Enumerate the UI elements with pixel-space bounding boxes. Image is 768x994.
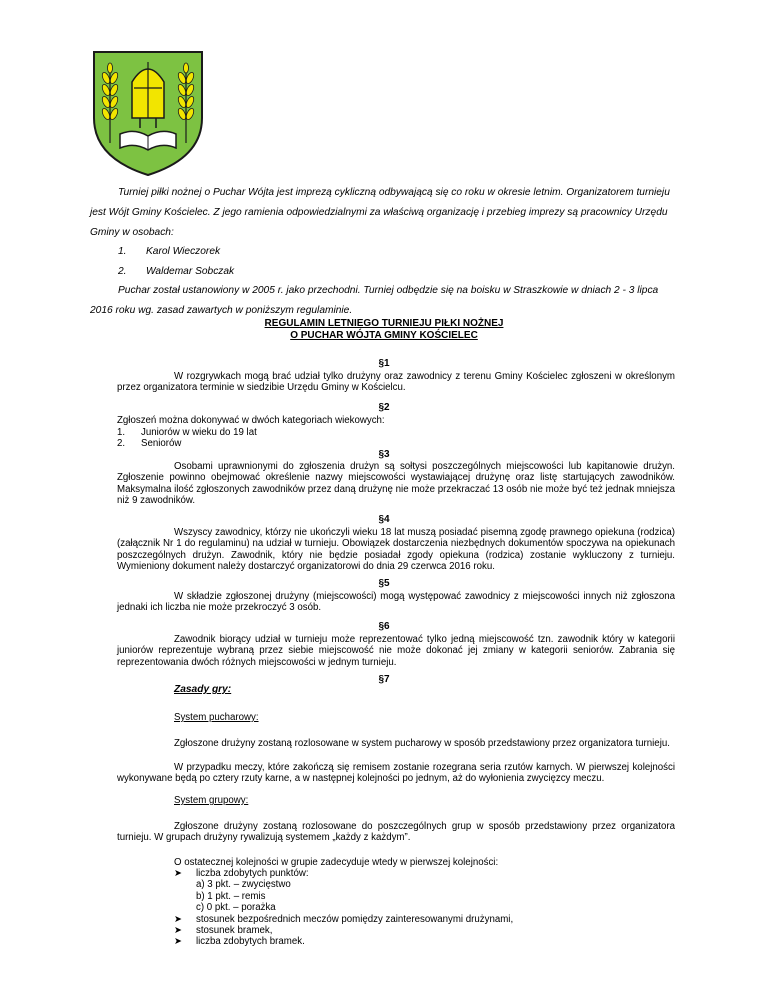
group-system-paragraph-1: Zgłoszone drużyny zostaną rozlosowane do poszczególnych grup w sposób przedstawiony przez organizatora turnieju. W grupach drużyny rywalizują systemem „każdy z każdym”. — [117, 821, 675, 844]
list-item: 2. Waldemar Sobczak — [118, 265, 235, 277]
section-5-symbol: §5 — [378, 578, 390, 589]
intro-paragraph — [90, 183, 680, 243]
intro-paragraph-text: Turniej piłki nożnej o Puchar Wójta jest imprezą cykliczną odbywającą się co roku w okresie letnim. Organizatorem turnieju jest Wójt Gminy Kościelec. Z jego ramienia odpowiedzialnymi za właściwą organizację i przebieg imprezy są pracownicy Urzędu Gminy w osobach: — [90, 187, 670, 238]
intro-people-list — [90, 242, 234, 281]
list-item: b) 1 pkt. – remis — [196, 890, 266, 902]
intro-block — [90, 183, 680, 243]
regulations-title — [0, 318, 768, 342]
cup-system-paragraph-1: Zgłoszone drużyny zostaną rozlosowane w system pucharowy w sposób przedstawiony przez organizatora turnieju. — [174, 738, 670, 749]
arrow-bullet-icon: ➤ — [174, 925, 183, 937]
section-2-text: Zgłoszeń można dokonywać w dwóch kategoriach wiekowych: — [117, 415, 385, 426]
age-category-list — [117, 427, 257, 450]
cup-system-paragraph-2: W przypadku meczy, które zakończą się remisem zostanie rozegrana seria rzutów karnych. W pierwszej kolejności wykonywane będą po cztery rzuty karne, a w następnej kolejności po jednym, aż do wyłonienia zwycięzcy meczu. — [117, 762, 675, 785]
arrow-bullet-icon: ➤ — [174, 868, 183, 879]
intro-paragraph-2: Puchar został ustanowiony w 2005 r. jako przechodni. Turniej odbędzie się na boisku w Straszkowie w dniach 2 - 3 lipca 2016 roku wg. zasad zawartych w poniższym regulaminie. — [90, 285, 659, 316]
list-item: ➤ stosunek bezpośrednich meczów pomiędzy zainteresowanymi drużynami, — [174, 913, 514, 925]
list-item: c) 0 pkt. – porażka — [196, 902, 276, 914]
list-item: ➤ liczba zdobytych punktów: — [174, 868, 309, 879]
section-1-symbol: §1 — [378, 358, 390, 369]
arrow-bullet-icon: ➤ — [174, 936, 183, 948]
arrow-bullet-icon: ➤ — [174, 913, 183, 925]
section-7-symbol: §7 — [378, 674, 390, 685]
section-2-symbol: §2 — [378, 402, 390, 413]
group-system-paragraph-2: O ostatecznej kolejności w grupie zadecyduje wtedy w pierwszej kolejności: — [174, 857, 499, 868]
section-3-text: Osobami uprawnionymi do zgłoszenia drużyn są sołtysi poszczególnych miejscowości lub kapitanowie drużyn. Zgłoszenie powinno obejmować określenie nazwy miejscowości wystawiającej drużynę oraz listę startujących zawodników. Maksymalna ilość zgłoszonych zawodników przez daną drużynę nie może przekraczać 13 osób nie może być też jednak mniejsza niż 9 zawodników. — [117, 461, 675, 507]
coat-of-arms-icon — [90, 48, 206, 178]
list-item: ➤ liczba zdobytych bramek. — [174, 936, 305, 948]
list-item: a) 3 pkt. – zwycięstwo — [196, 879, 291, 891]
section-6-symbol: §6 — [378, 621, 390, 632]
points-sublist — [174, 879, 513, 913]
list-item: 1. Juniorów w wieku do 19 lat — [117, 427, 257, 438]
section-6-text: Zawodnik biorący udział w turnieju może reprezentować tylko jedną miejscowość tzn. zawodnik który w kategorii juniorów reprezentuje wybraną przez siebie miejscowość nie może dokonać jej zmiany w kategorii seniorów. Zabrania się reprezentowania dwóch różnych miejscowości w jednym turnieju. — [117, 634, 675, 668]
game-rules-heading: Zasady gry: — [174, 684, 232, 695]
title-line-1: REGULAMIN LETNIEGO TURNIEJU PIŁKI NOŻNEJ — [264, 318, 504, 329]
section-4-text: Wszyscy zawodnicy, którzy nie ukończyli wieku 18 lat muszą posiadać pisemną zgodę prawnego opiekuna (rodzica) (załącznik Nr 1 do regulaminu) na udział w turnieju. Obowiązek dostarczenia niezbędnych dokumentów spoczywa na opiekunach poszczególnych drużyn. Zawodnik, który nie będzie posiadał zgody opiekuna (rodzica) zostanie wykluczony z turnieju. Wymieniony dokument należy dostarczyć organizatorowi do dnia 29 czerwca 2016 roku. — [117, 527, 675, 573]
cup-system-heading: System pucharowy: — [174, 712, 259, 723]
section-5-text: W składzie zgłoszonej drużyny (miejscowości) mogą występować zawodnicy z miejscowości innych niż zgłoszona jednaki ich liczba nie może przekroczyć 3 osób. — [117, 591, 675, 614]
list-item: 1. Karol Wieczorek — [118, 246, 221, 257]
section-1-text: W rozgrywkach mogą brać udział tylko drużyny oraz zawodnicy z terenu Gminy Kościelec zgłoszeni w określonym przez organizatora terminie w siedzibie Urzędu Gminy w Kościelcu. — [117, 371, 675, 394]
ranking-criteria-list — [174, 868, 513, 948]
title-line-2: O PUCHAR WÓJTA GMINY KOŚCIELEC — [290, 330, 478, 341]
list-item: 2. Seniorów — [117, 438, 182, 450]
section-4-symbol: §4 — [378, 514, 390, 525]
group-system-heading: System grupowy: — [174, 795, 249, 806]
list-item: ➤ stosunek bramek, — [174, 925, 273, 937]
section-3-symbol: §3 — [378, 449, 390, 460]
